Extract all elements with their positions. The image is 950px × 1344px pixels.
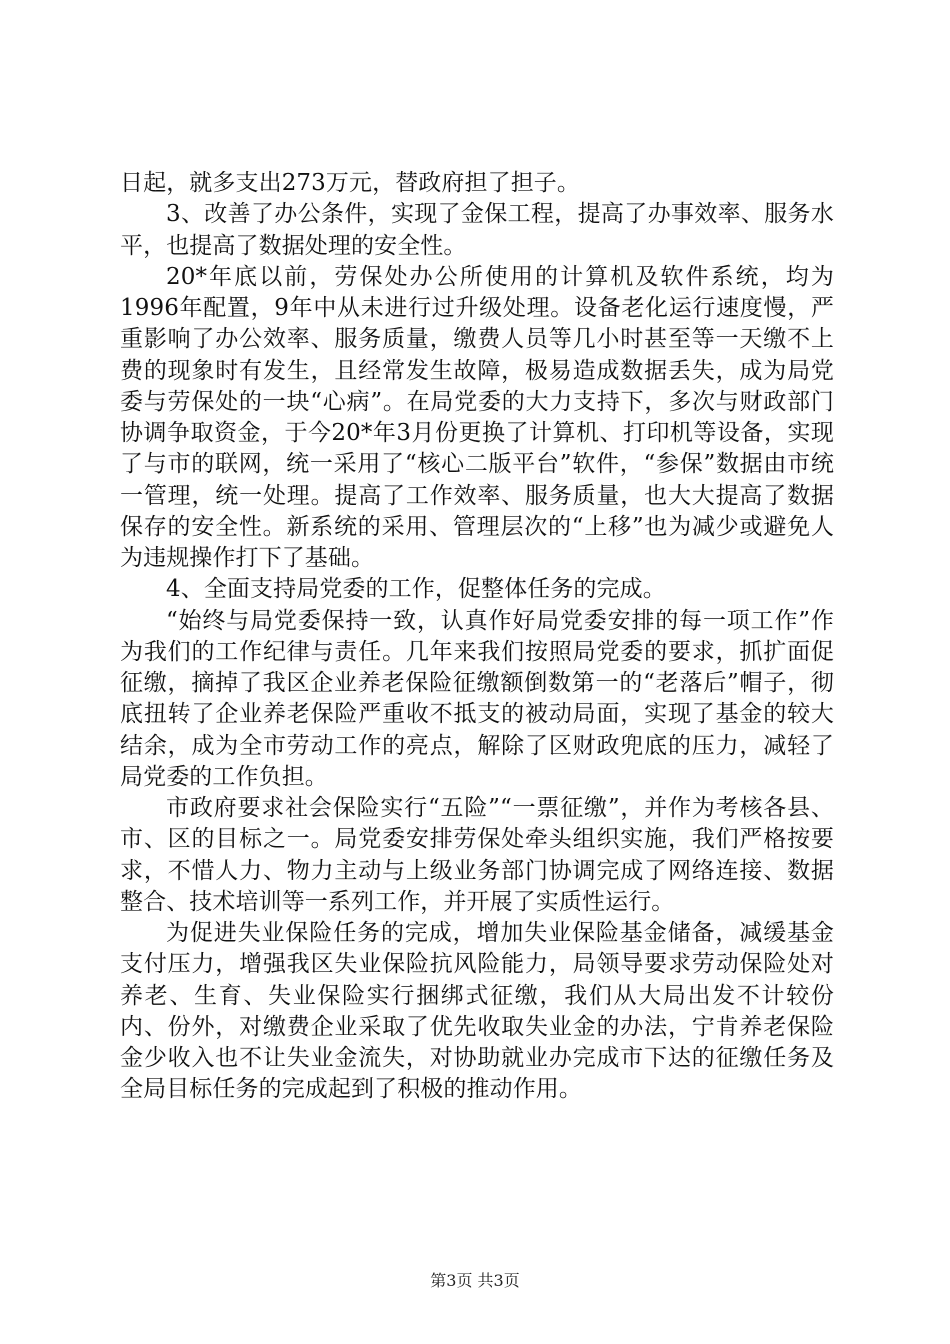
paragraph-heading-3: 3、改善了办公条件，实现了金保工程，提高了办事效率、服务水平，也提高了数据处理的安全性。 [120,201,834,259]
page-footer [0,1271,950,1291]
paragraph-unemployment-insurance: 为促进失业保险任务的完成，增加失业保险基金储备，减缓基金支付压力，增强我区失业保险抗风险能力，局领导要求劳动保险处对养老、生育、失业保险实行捆绑式征缴，我们从大局出发不计较份内、份外，对缴费企业采取了优先收取失业金的办法，宁肯养老保险金少收入也不让失业金流失，对协助就业办完成市下达的征缴任务及全局目标任务的完成起到了积极的推动作用。 [120,920,834,1103]
paragraph-continuation: 日起，就多支出273万元，替政府担了担子。 [120,170,580,196]
document-body [120,168,834,1106]
paragraph-heading-4: 4、全面支持局党委的工作，促整体任务的完成。 [166,576,666,603]
paragraph-work-discipline: “始终与局党委保持一致，认真作好局党委安排的每一项工作”作为我们的工作纪律与责任。几年来我们按照局党委的要求，抓扩面促征缴，摘掉了我区企业养老保险征缴额倒数第一的“老落后”帽子，彻底扭转了企业养老保险严重收不抵支的被动局面，实现了基金的较大结余，成为全市劳动工作的亮点，解除了区财政兜底的压力，减轻了局党委的工作负担。 [120,607,834,790]
paragraph-computer-system: 20*年底以前，劳保处办公所使用的计算机及软件系统，均为1996年配置，9年中从未进行过升级处理。设备老化运行速度慢，严重影响了办公效率、服务质量，缴费人员等几小时甚至等一天缴不上费的现象时有发生，且经常发生故障，极易造成数据丢失，成为局党委与劳保处的一块“心病”。在局党委的大力支持下，多次与财政部门协调争取资金，于今20*年3月份更换了计算机、打印机等设备，实现了与市的联网，统一采用了“核心二版平台”软件，“参保”数据由市统一管理，统一处理。提高了工作效率、服务质量，也大大提高了数据保存的安全性。新系统的采用、管理层次的“上移”也为减少或避免人为违规操作打下了基础。 [120,263,834,571]
paragraph-five-insurances: 市政府要求社会保险实行“五险”“一票征缴”，并作为考核各县、市、区的目标之一。局党委安排劳保处牵头组织实施，我们严格按要求，不惜人力、物力主动与上级业务部门协调完成了网络连接、数据整合、技术培训等一系列工作，并开展了实质性运行。 [120,795,834,915]
page-number-label: 第3页 共3页 [430,1271,520,1290]
